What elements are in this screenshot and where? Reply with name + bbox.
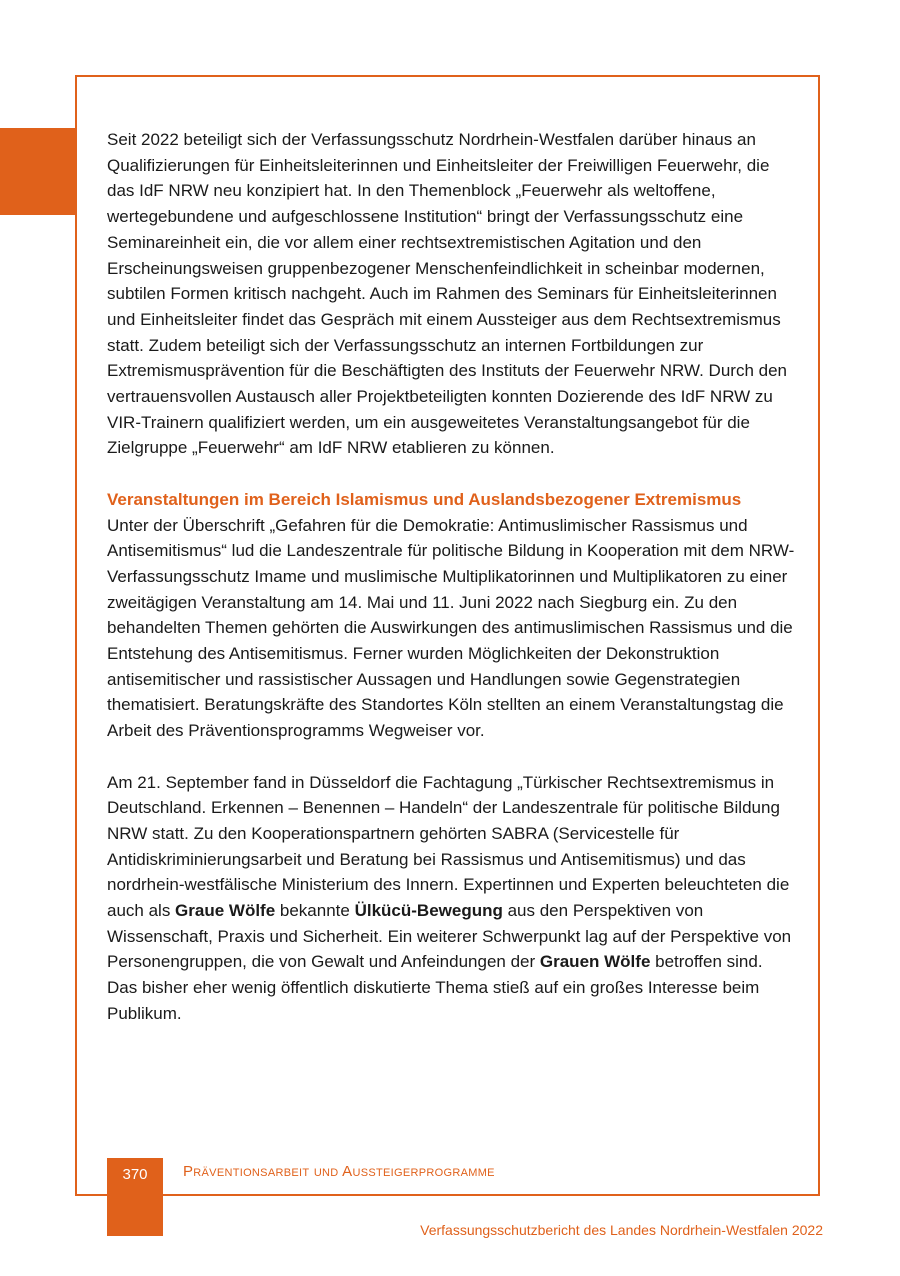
page-number-box (107, 1158, 163, 1236)
text-segment: aus den Perspektiven von Wissenschaft, Praxis und Sicherheit. Ein weiterer Schwerpunkt lag auf der Perspektive von Personengruppen, die von Gewalt und Anfeindungen der (107, 901, 792, 972)
bold-term-graue-woelfe: Graue Wölfe (175, 901, 276, 921)
bold-term-grauen-woelfe: Grauen Wölfe (539, 952, 651, 972)
text-segment: bekannte (275, 901, 355, 921)
paragraph-veranstaltung-siegburg: Unter der Überschrift „Gefahren für die Demokratie: Antimuslimischer Rassismus und Antisemitismus“ lud die Landeszentrale für politische Bildung in Kooperation mit dem NRW-Verfassungsschutz Imame und muslimische Multiplikatorinnen und Multiplikatoren zu einer zweitägigen Veranstaltung am 14. Mai und 11. Juni 2022 nach Siegburg ein. Zu den behandelten Themen gehörten die Auswirkungen des antimuslimischen Rassismus und die Entstehung des Antisemitismus. Ferner wurden Möglichkeiten der Dekonstruktion antisemitischer und rassistischer Aussagen und Handlungen sowie Gegenstrategien thematisiert. Beratungskräfte des Standortes Köln stellten an einem Veranstaltungstag die Arbeit des Präventionsprogramms Wegweiser vor. (107, 515, 795, 741)
paragraph-feuerwehr: Seit 2022 beteiligt sich der Verfassungsschutz Nordrhein-Westfalen darüber hinaus an Qualifizierungen für Einheitsleiterinnen und Einheitsleiter der Freiwilligen Feuerwehr, die das IdF NRW neu konzipiert hat. In den Themenblock „Feuerwehr als weltoffene, wertegebundene und aufgeschlossene Institution“ bringt der Verfassungsschutz eine Seminareinheit ein, die vor allem einer rechtsextremistischen Agitation und den Erscheinungsweisen gruppenbezogener Menschenfeindlichkeit in scheinbar modernen, subtilen Formen kritisch nachgeht. Auch im Rahmen des Seminars für Einheitsleiterinnen und Einheitsleiter findet das Gespräch mit einem Aussteiger aus dem Rechtsextremismus statt. Zudem beteiligt sich der Verfassungsschutz an internen Fortbildungen zur Extremismusprävention für die Beschäftigten des Instituts der Feuerwehr NRW. Durch den vertrauensvollen Austausch aller Projektbeteiligten konnten Dozierende des IdF NRW zu VIR-Trainern qualifiziert werden, um ein ausgeweitetes Veranstaltungsangebot für die Zielgruppe „Feuerwehr“ am IdF NRW etablieren zu können. (107, 130, 787, 458)
running-section-title: Präventionsarbeit und Aussteigerprogramme (183, 1163, 495, 1180)
report-title: Verfassungsschutzbericht des Landes Nordrhein-Westfalen 2022 (420, 1222, 823, 1238)
text-segment: Am 21. September fand in Düsseldorf die Fachtagung „Türkischer Rechtsextremismus in Deutschland. Erkennen – Benennen – Handeln“ der Landeszentrale für politische Bildung NRW statt. Zu den Kooperationspartnern gehörten SABRA (Servicestelle für Antidiskriminierungsarbeit und Beratung bei Rassismus und Antisemitismus) und das nordrhein-westfälische Ministerium des Innern. Expertinnen und Experten beleuchteten die auch als (107, 772, 790, 921)
section-heading-islamismus: Veranstaltungen im Bereich Islamismus und Auslandsbezogener Extremismus (107, 489, 742, 509)
page-number: 370 (122, 1166, 148, 1183)
text-segment: betroffen sind. Das bisher eher wenig öffentlich diskutierte Thema stieß auf ein großes Interesse beim Publikum. (107, 952, 763, 1023)
side-tab-marker (0, 128, 75, 215)
paragraph-fachtagung-duesseldorf (107, 770, 797, 1027)
main-content (107, 127, 797, 1027)
bold-term-uelkuecue-bewegung: Ülkücü-Bewegung (354, 901, 503, 921)
